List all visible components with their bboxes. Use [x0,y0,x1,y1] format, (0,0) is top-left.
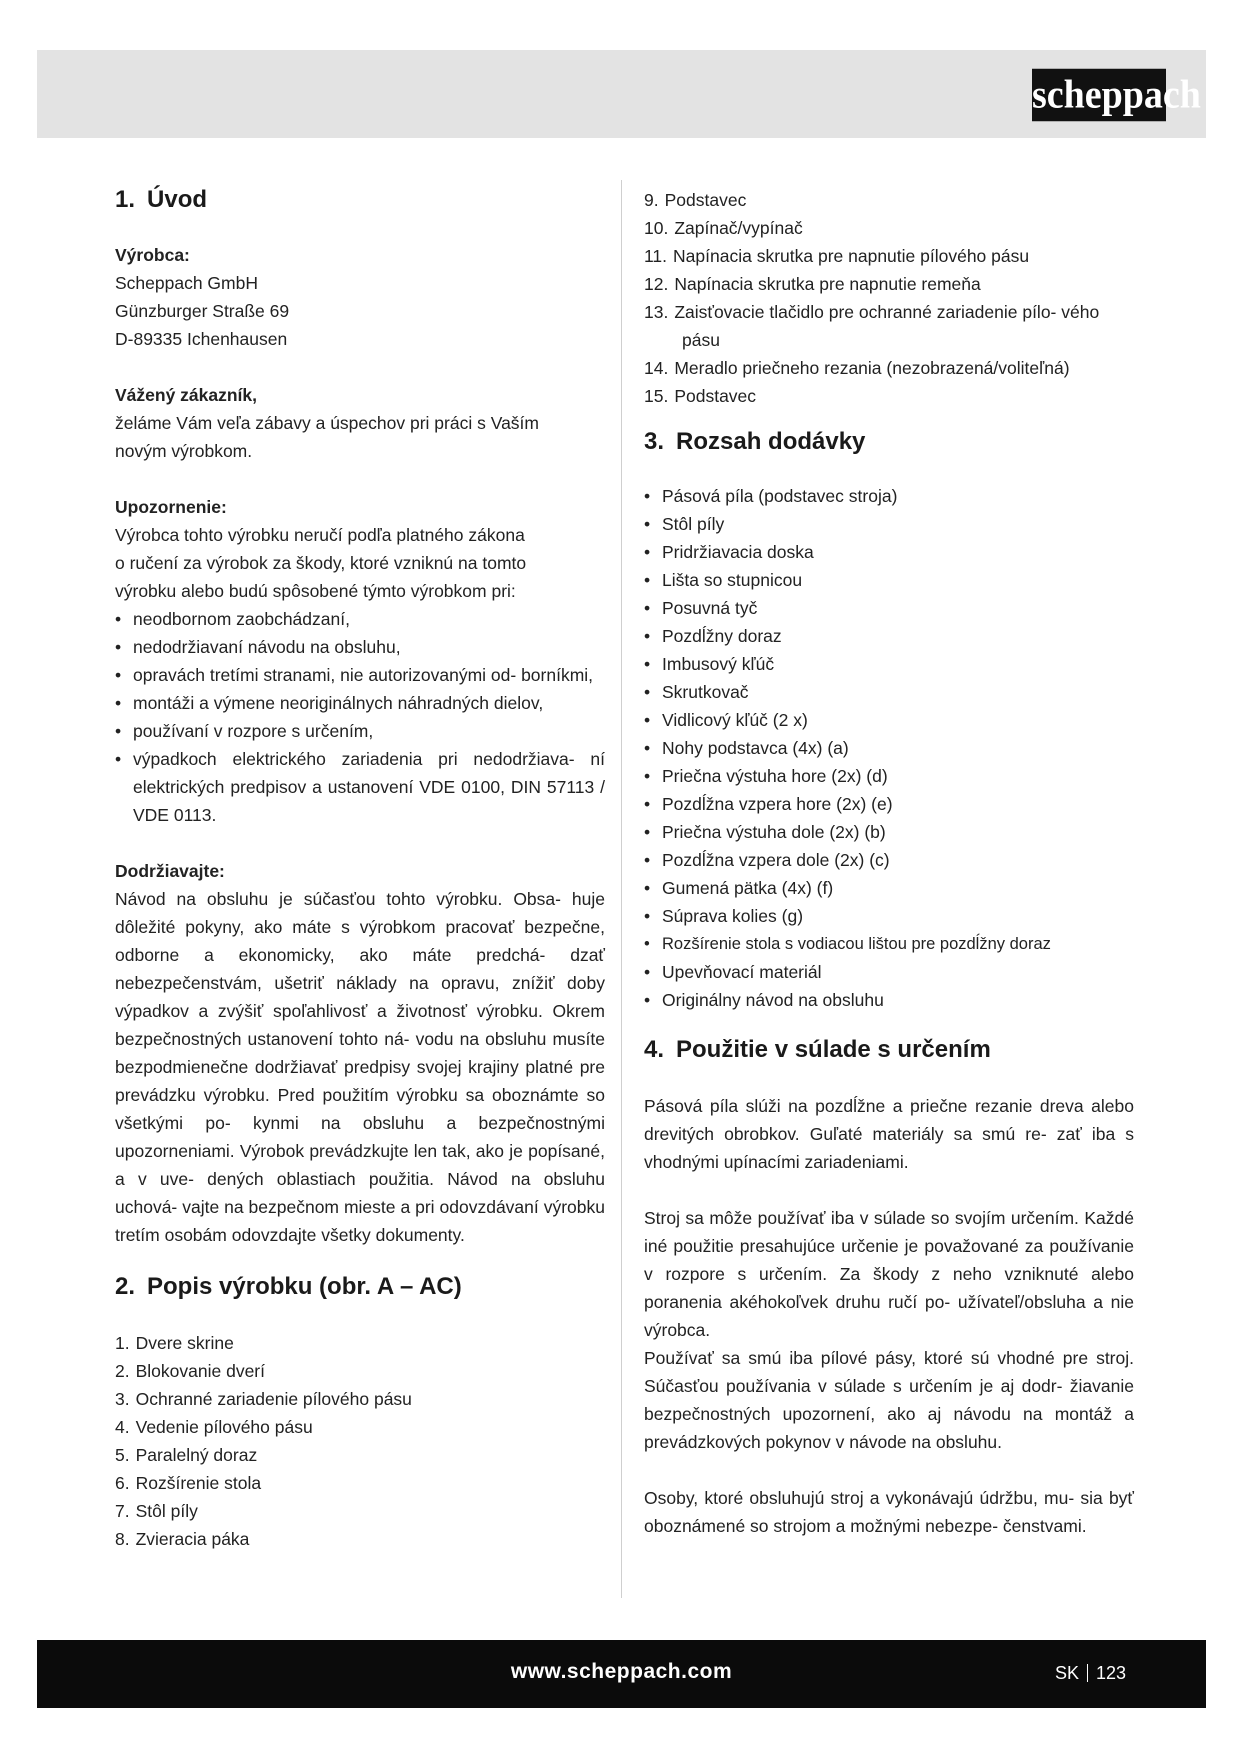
list-item: • Pozdĺžna vzpera hore (2x) (e) [644,790,1134,818]
list-item: • neodbornom zaobchádzaní, [115,605,605,633]
list-item: 15. Podstavec [644,386,757,406]
observe-text: Návod na obsluhu je súčasťou tohto výrobku. Obsa- huje dôležité pokyny, ako máte s výrobkom pracovať bezpečne, odborne a ekonomicky, ako máte predchá- dzať nebezpečenstvám, ušetriť náklady na opravu, znížiť doby výpadkov a zvýšiť spoľahlivosť a životnosť výrobku. Okrem bezpečnostných ustanovení tohto ná- vodu na obsluhu musíte bezpodmienečne dodržiavať predpisy svojej krajiny platné pre prevádzku výrobku. Pred použitím výrobku sa oboznámte so všetkými po- kynmi na obsluhu a bezpečnostnými upozorneniami. Výrobok prevádzkujte len tak, ako je popísané, a v uve- dených oblastiach použitia. Návod na obsluhu uchová- vajte na bezpečnom mieste a pri odovzdávaní výrobku tretím osobám odovzdajte všetky dokumenty. [115,889,605,1245]
section-2-heading: 2. Popis výrobku (obr. A – AC) [115,1273,462,1300]
page-indicator [1055,1663,1126,1684]
use-paragraph: Pásová píla slúži na pozdĺžne a priečne rezanie dreva alebo drevitých obrobkov. Guľaté materiály sa smú re- zať iba s vhodnými upínacími zariadeniami. [644,1096,1134,1172]
list-item: 9. Podstavec [644,190,747,210]
page-number: 123 [1095,1663,1126,1683]
list-item: • používaní v rozpore s určením, [115,717,605,745]
list-item: • montáži a výmene neoriginálnych náhradných dielov, [115,689,605,717]
list-item: 3. Ochranné zariadenie pílového pásu [115,1389,412,1409]
list-item: • Pozdĺžna vzpera dole (2x) (c) [644,846,1134,874]
list-item: • Priečna výstuha dole (2x) (b) [644,818,1134,846]
list-item: • Gumená pätka (4x) (f) [644,874,1134,902]
parts-list [115,1329,605,1553]
right-column [644,186,1134,1540]
list-item: 5. Paralelný doraz [115,1445,258,1465]
footer-url[interactable]: www.scheppach.com [510,1660,733,1683]
manufacturer-line: D-89335 Ichenhausen [115,329,288,349]
manufacturer-line: Günzburger Straße 69 [115,301,290,321]
list-item: • Priečna výstuha hore (2x) (d) [644,762,1134,790]
header-bar [37,50,1206,138]
list-item: 2. Blokovanie dverí [115,1361,265,1381]
customer-label: Vážený zákazník, [115,385,258,405]
use-paragraph: Stroj sa môže používať iba v súlade so svojím určením. Každé iné použitie presahujúce určenie je považované za používanie v rozpore s určením. Za škody z neho vzniknuté alebo poranenia akéhokoľvek druhu ručí po- užívateľ/obsluha a nie výrobca. [644,1208,1134,1340]
column-divider [621,180,622,1598]
list-item: 1. Dvere skrine [115,1333,234,1353]
section-4-heading: 4. Použitie v súlade s určením [644,1036,991,1063]
list-item: 8. Zvieracia páka [115,1529,250,1549]
list-item: • Pásová píla (podstavec stroja) [644,482,1134,510]
use-paragraph: Používať sa smú iba pílové pásy, ktoré sú vhodné pre stroj. Súčasťou používania v súlade s určením je aj dodr- žiavanie bezpečnostných upozornení, ako aj návodu na montáž a prevádzkových pokynov v návode na obsluhu. [644,1348,1134,1452]
left-column [115,186,605,1553]
list-item: • Súprava kolies (g) [644,902,1134,930]
list-item: 14. Meradlo priečneho rezania (nezobrazená/voliteľná) [644,358,1070,378]
list-item: 13. Zaisťovacie tlačidlo pre ochranné zariadenie pílo- vého pásu [644,302,1100,350]
list-item: • nedodržiavaní návodu na obsluhu, [115,633,605,661]
list-item: 6. Rozšírenie stola [115,1473,262,1493]
notice-list [115,605,605,829]
manufacturer-line: Scheppach GmbH [115,273,258,293]
footer-bar [37,1640,1206,1708]
list-item: • Imbusový kľúč [644,650,1134,678]
list-item: • Vidlicový kľúč (2 x) [644,706,1134,734]
notice-line: Výrobca tohto výrobku neručí podľa platného zákona [115,525,525,545]
list-item: • Posuvná tyč [644,594,1134,622]
delivery-list [644,482,1134,1014]
list-item: 12. Napínacia skrutka pre napnutie remeňa [644,274,981,294]
separator [1087,1664,1088,1682]
language-code: SK [1054,1663,1079,1683]
notice-label: Upozornenie: [115,497,227,517]
list-item: • Rozšírenie stola s vodiacou lištou pre pozdĺžny doraz [644,930,1134,958]
list-item: • Skrutkovač [644,678,1134,706]
customer-line: novým výrobkom. [115,441,253,461]
list-item: • Lišta so stupnicou [644,566,1134,594]
list-item: • opravách tretími stranami, nie autorizovanými od- borníkmi, [115,661,605,689]
observe-label: Dodržiavajte: [115,861,225,881]
list-item: 10. Zapínač/vypínač [644,218,803,238]
section-3-heading: 3. Rozsah dodávky [644,428,866,455]
list-item: 7. Stôl píly [115,1501,198,1521]
notice-line: výrobku alebo budú spôsobené týmto výrobkom pri: [115,581,516,601]
list-item: 4. Vedenie pílového pásu [115,1417,313,1437]
brand-logo: scheppach [1032,69,1166,122]
manufacturer-label: Výrobca: [115,245,190,265]
notice-line: o ručení za výrobok za škody, ktoré vzniknú na tomto [115,553,527,573]
list-item: • Nohy podstavca (4x) (a) [644,734,1134,762]
section-1-heading: 1. Úvod [115,186,208,213]
list-item: • Pozdĺžny doraz [644,622,1134,650]
parts-list-continued [644,186,1134,410]
list-item: • Stôl píly [644,510,1134,538]
list-item: 11. Napínacia skrutka pre napnutie pílového pásu [644,246,1030,266]
customer-line: želáme Vám veľa zábavy a úspechov pri práci s Vaším [115,413,539,433]
list-item: • výpadkoch elektrického zariadenia pri nedodržiava- ní elektrických predpisov a ustanovení VDE 0100, DIN 57113 / VDE 0113. [115,745,605,829]
list-item: • Originálny návod na obsluhu [644,986,1134,1014]
list-item: • Upevňovací materiál [644,958,1134,986]
list-item: • Pridržiavacia doska [644,538,1134,566]
use-paragraph: Osoby, ktoré obsluhujú stroj a vykonávajú údržbu, mu- sia byť oboznámené so strojom a možnými nebezpe- čenstvami. [644,1488,1134,1536]
